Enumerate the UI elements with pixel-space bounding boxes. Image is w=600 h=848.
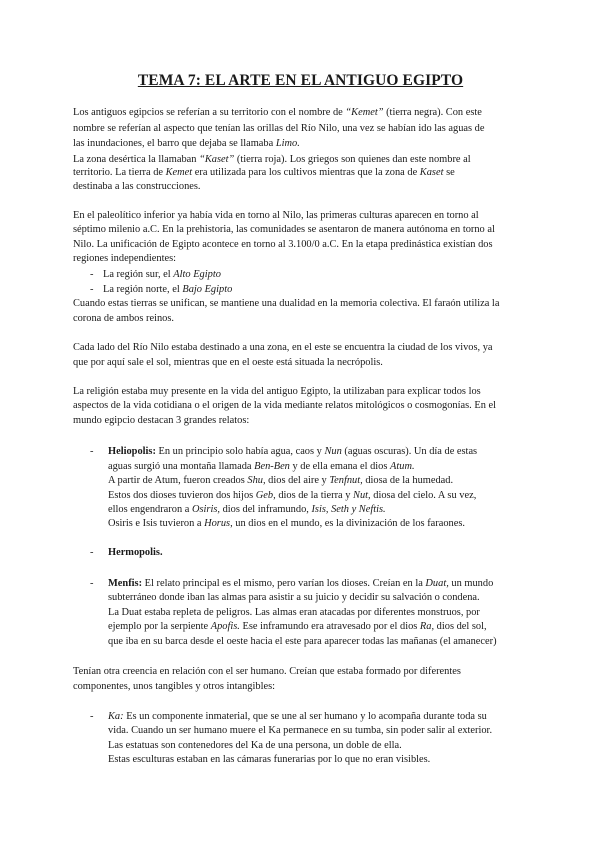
bullet-dash: - — [90, 547, 94, 558]
text-line: Estos dos dioses tuvieron dos hijos Geb, dios de la tierra y Nut, diosa del cielo. A su vez, — [108, 490, 477, 501]
bullet-dash: - — [90, 284, 94, 295]
text-line: que por aquí sale el sol, mientras que en el oeste está situada la necrópolis. — [73, 357, 383, 368]
text-line: territorio. La tierra de Kemet era utilizada para los cultivos mientras que la zona de Kaset se — [73, 167, 455, 178]
text-line: En el paleolítico inferior ya había vida en torno al Nilo, las primeras culturas aparecen en torno al — [73, 210, 479, 221]
text-line: mundo egipcio destacan 3 grandes relatos: — [73, 415, 250, 426]
text-line: corona de ambos reinos. — [73, 313, 174, 324]
text-line: Los antiguos egipcios se referían a su territorio con el nombre de “Kemet” (tierra negra). Con este — [73, 107, 482, 118]
text-line: Cada lado del Río Nilo estaba destinado a una zona, en el este se encuentra la ciudad de los vivos, ya — [73, 342, 493, 353]
text-line: Estas esculturas estaban en las cámaras funerarias por lo que no eran visibles. — [108, 754, 431, 765]
bullet-dash: - — [90, 446, 94, 457]
text-line: A partir de Atum, fueron creados Shu, dios del aire y Tenfnut, diosa de la humedad. — [108, 475, 454, 486]
text-line: componentes, unos tangibles y otros intangibles: — [73, 681, 276, 692]
list-item-hermopolis: Hermopolis. — [108, 547, 163, 558]
bullet-dash: - — [90, 578, 94, 589]
text-line: séptimo milenio a.C. En la prehistoria, las comunidades se asentaron de manera autónoma en torno al — [73, 224, 495, 235]
text-line: Nilo. La unificación de Egipto acontece en torno al 3.100/0 a.C. En la etapa predinástica existían dos — [73, 239, 493, 250]
text-line: Tenían otra creencia en relación con el ser humano. Creían que estaba formado por diferentes — [73, 666, 461, 677]
text-line: La zona desértica la llamaban “Kaset” (tierra roja). Los griegos son quienes dan este nombre al — [73, 154, 471, 165]
text-line: La Duat estaba repleta de peligros. Las almas eran atacadas por diferentes monstruos, por — [108, 607, 480, 618]
text-line: Cuando estas tierras se unifican, se mantiene una dualidad en la memoria colectiva. El faraón utiliza la — [73, 298, 500, 309]
text-line: regiones independientes: — [73, 253, 177, 264]
text-line: ellos engendraron a Osiris, dios del inframundo, Isis, Seth y Neftis. — [108, 504, 386, 515]
text-line: que iba en su barca desde el oeste hacia el este para aparecer todas las mañanas (el amanecer) — [108, 636, 497, 647]
text-line: La religión estaba muy presente en la vida del antiguo Egipto, la utilizaban para explicar todos los — [73, 386, 481, 397]
text-line: vida. Cuando un ser humano muere el Ka permanece en su tumba, sin poder salir al exterior. — [108, 725, 493, 736]
text-line: las inundaciones, el barro que dejaba se llamaba Limo. — [73, 138, 300, 149]
list-item-ka: Ka: Es un componente inmaterial, que se une al ser humano y lo acompaña durante toda su — [108, 711, 487, 722]
text-line: nombre se referían al aspecto que tenían las orillas del Río Nilo, una vez se habían ido las aguas de — [73, 123, 485, 134]
list-item: La región sur, el Alto Egipto — [103, 269, 221, 280]
bullet-dash: - — [90, 269, 94, 280]
text-line: Osiris e Isis tuvieron a Horus, un dios en el mundo, es la divinización de los faraones. — [108, 518, 465, 529]
text-line: ejemplo por la serpiente Apofis. Ese inframundo era atravesado por el dios Ra, dios del sol, — [108, 621, 487, 632]
list-item-menfis: Menfis: El relato principal es el mismo, pero varían los dioses. Creían en la Duat, un mundo — [108, 578, 494, 589]
list-item: La región norte, el Bajo Egipto — [103, 284, 233, 295]
bullet-dash: - — [90, 711, 94, 722]
list-item-heliopolis: Heliopolis: En un principio solo había agua, caos y Nun (aguas oscuras). Un día de estas — [108, 446, 478, 457]
text-line: subterráneo donde iban las almas para asistir a su juicio y decidir su salvación o condena. — [108, 592, 480, 603]
page-title: TEMA 7: EL ARTE EN EL ANTIGUO EGIPTO — [137, 72, 464, 89]
text-line: Las estatuas son contenedores del Ka de una persona, un doble de ella. — [108, 740, 402, 751]
text-line: destinaba a las construcciones. — [73, 181, 201, 192]
text-line: aspectos de la vida cotidiana o el origen de la vida mediante relatos mitológicos o cosmogonías. En el — [73, 400, 497, 411]
text-line: aguas surgió una montaña llamada Ben-Ben y de ella emana el dios Atum. — [108, 461, 415, 472]
